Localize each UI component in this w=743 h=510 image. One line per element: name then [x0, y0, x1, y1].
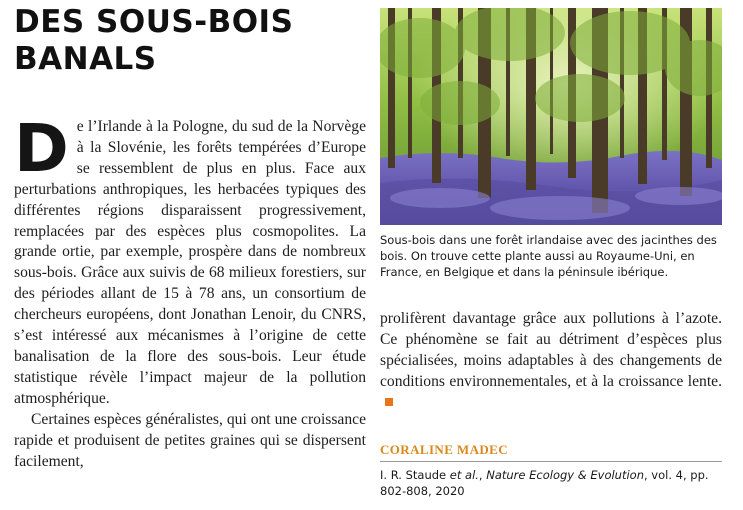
reference-journal: Nature Ecology & Evolution	[486, 468, 644, 482]
headline-line-1: DES SOUS-BOIS	[14, 4, 294, 40]
reference-details: , vol. 4, pp. 802-808, 2020	[380, 468, 709, 498]
bibliographic-reference	[380, 467, 722, 499]
headline-line-2: BANALS	[14, 41, 157, 77]
article-paragraph-2: Certaines espèces généralistes, qui ont une croissance rapide et produisent de petites graines qui se dispersent facilement,	[14, 410, 366, 470]
forest-illustration	[380, 8, 722, 225]
reference-divider	[380, 461, 722, 462]
end-of-article-mark	[385, 398, 393, 406]
forest-bluebells-photo	[380, 8, 722, 225]
reference-et-al: et al.	[449, 468, 479, 482]
paragraph-1-text: e l’Irlande à la Pologne, du sud de la Norvège à la Slovénie, les forêts tempérées d’Europe se ressemblent de plus en plus. Face aux perturbations anthropiques, les herbacées typiques des différentes régions disparaissent progressivement, remplacées par des espèces plus cosmopolites. La grande ortie, par exemple, prospère dans de nombreux sous-bois. Grâce aux suivis de 68 milieux forestiers, sur des périodes allant de 15 à 78 ans, un consortium de chercheurs européens, dont Jonathan Lenoir, du CNRS, s’est intéressé aux mécanismes à l’origine de cette banalisation de la flore des sous-bois. Leur étude statistique révèle l’impact majeur de la pollution atmosphérique.	[14, 118, 366, 407]
article-paragraph-3	[380, 309, 722, 414]
reference-separator: ,	[478, 468, 487, 482]
drop-cap: D	[14, 110, 69, 187]
article-body-left-column	[14, 110, 366, 472]
author-byline: CORALINE MADEC	[380, 442, 509, 457]
reference-authors: I. R. Staude	[380, 468, 450, 482]
article-headline	[14, 4, 314, 78]
photo-caption: Sous-bois dans une forêt irlandaise avec des jacinthes des bois. On trouve cette plante aussi au Royaume-Uni, en France, en Belgique et dans la péninsule ibérique.	[380, 233, 717, 279]
article-paragraph-1	[14, 110, 366, 410]
paragraph-3-text: prolifèrent davantage grâce aux pollutions à l’azote. Ce phénomène se fait au détriment d’espèces plus spécialisées, moins adaptables à des changements de conditions environnementales, et à la croissance lente.	[380, 310, 722, 390]
